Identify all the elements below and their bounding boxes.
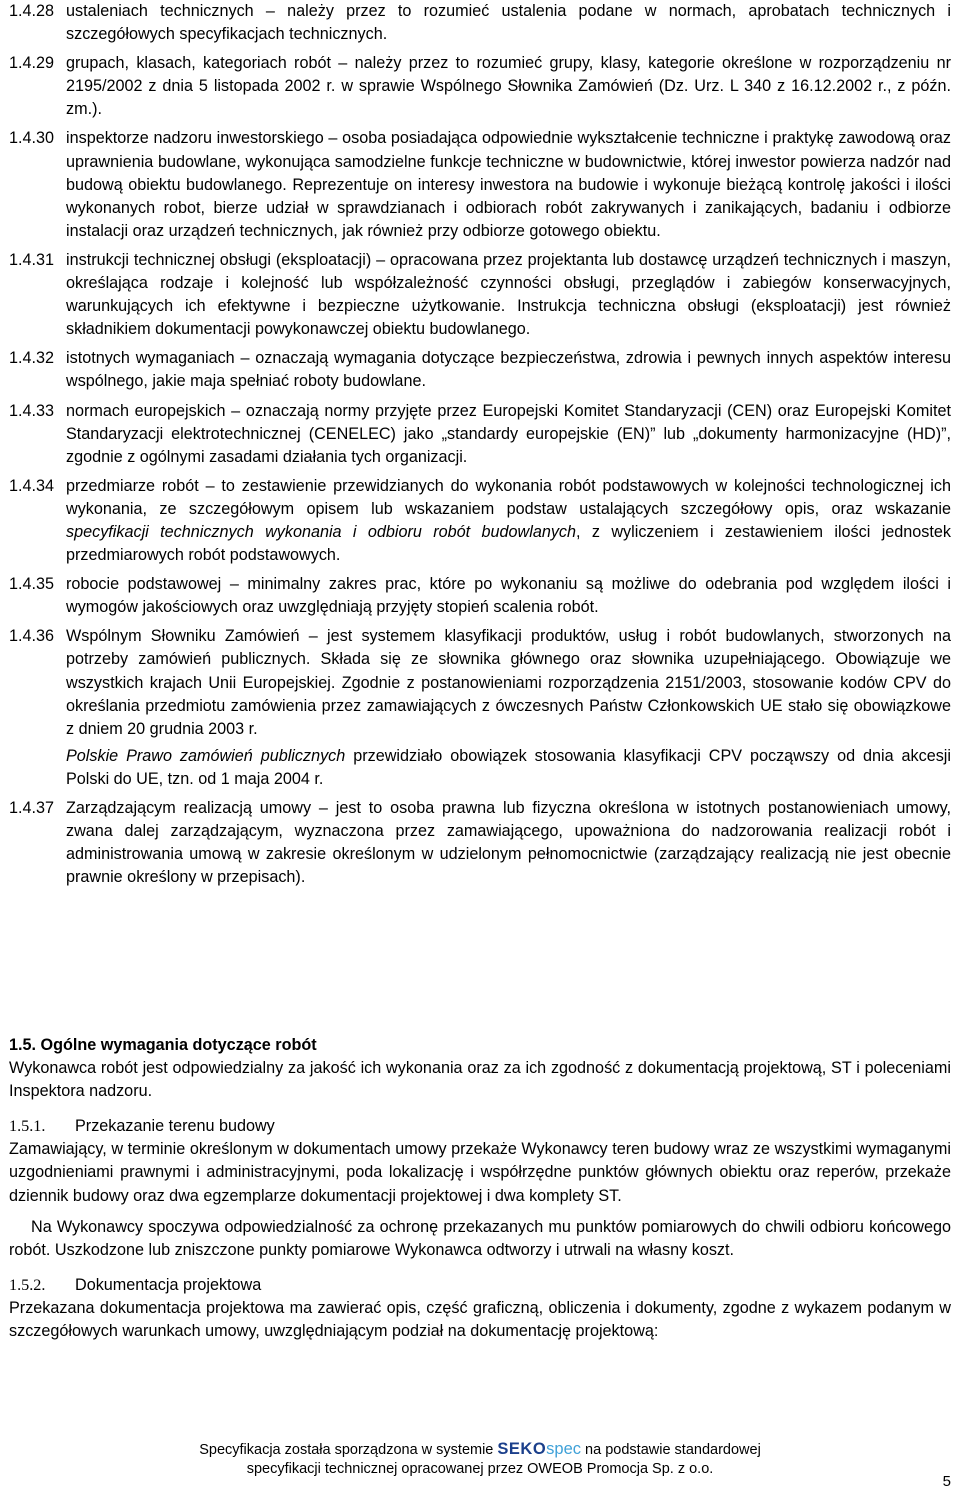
- definition-text: Wspólnym Słowniku Zamówień – jest systemem klasyfikacji produktów, usług i robót budowlanych, stworzonych na potrzeby zamówień publicznych. Składa się ze słownika głównego oraz słownika uzupełniającego. Obowiązuje we wszystkich krajach Unii Europejskiej. Zgodnie z postanowieniami rozporządzenia 2151/2003, stosowanie kodów CPV do określania przedmiotu zamówienia przez zamawiających z ówczesnych Państw Członkowskich UE stało się obowiązkowe z dniem 20 grudnia 2003 r.: [66, 627, 951, 738]
- definition-item: [9, 400, 951, 469]
- definition-number: 1.4.37: [9, 799, 55, 817]
- definition-number: 1.4.35: [9, 575, 55, 594]
- definition-number: 1.4.31: [9, 250, 55, 269]
- footer-text: Specyfikacja została sporządzona w systemie: [199, 1442, 498, 1458]
- definition-text-part: przewidziało obowiązek stosowania klasyfikacji CPV począwszy od dnia akcesji Polski do UE, tzn. od 1 maja 2004 r.: [66, 746, 951, 788]
- definition-text: normach europejskich – oznaczają normy przyjęte przez Europejski Komitet Standaryzacji (CEN) oraz Europejski Komitet Standaryzacji elektrotechnicznej (CENELEC) jako „standardy europejskie (EN)” lub „dokumenty harmonizacyjne (HD)”, zgodnie z ogólnymi zasadami działania tych organizacji.: [66, 401, 951, 466]
- definition-item: [9, 475, 951, 567]
- definition-text: robocie podstawowej – minimalny zakres prac, które po wykonaniu są możliwe do odebrania pod względem ilości i wymogów jakościowych oraz uwzględniają przyjęty stopień scalenia robót.: [66, 575, 951, 617]
- footer-line-2: specyfikacji technicznej opracowanej przez OWEOB Promocja Sp. z o.o.: [246, 1461, 714, 1477]
- definition-text: Zarządzającym realizacją umowy – jest to osoba prawna lub fizyczna określona w istotnych postanowieniach umowy, zwana dalej zarządzającym, wyznaczona przez zamawiającego, upoważniona do nadzorowania realizacji robót i administrowania umową w zakresie określonym w udzielonym pełnomocnictwie (zarządzający realizacją nie jest obecnie prawnie określony w przepisach).: [66, 799, 951, 887]
- footer-text: na podstawie standardowej: [581, 1442, 761, 1458]
- sekospec-logo-seko: SEKO: [497, 1440, 547, 1458]
- definition-text: istotnych wymaganiach – oznaczają wymagania dotyczące bezpieczeństwa, zdrowia i pewnych innych aspektów interesu wspólnego, jakie maja spełniać roboty budowlane.: [66, 349, 951, 391]
- definition-item: [9, 573, 951, 619]
- definition-number: 1.4.32: [9, 349, 55, 368]
- page-number: 5: [942, 1473, 951, 1490]
- definition-item: [9, 249, 951, 341]
- section-1-5: [9, 1034, 951, 1343]
- section-heading: 1.5. Ogólne wymagania dotyczące robót: [9, 1036, 317, 1054]
- definition-item: [9, 52, 951, 121]
- definition-text-italic: Polskie Prawo zamówień publicznych: [66, 746, 346, 765]
- definition-text: [66, 475, 951, 567]
- definition-item: [9, 127, 951, 242]
- subsection-heading: [9, 1115, 951, 1138]
- section-intro: Wykonawca robót jest odpowiedzialny za jakość ich wykonania oraz za ich zgodność z dokumentacją projektową, ST i poleceniami Inspektora nadzoru.: [9, 1059, 951, 1101]
- subsection-title: Dokumentacja projektowa: [75, 1275, 262, 1294]
- definition-text: ustaleniach technicznych – należy przez to rozumieć ustalenia podane w normach, aprobatach technicznych i szczegółowych specyfikacjach technicznych.: [66, 2, 951, 44]
- page-footer: [0, 1440, 960, 1479]
- definition-number: 1.4.28: [9, 2, 55, 20]
- definition-number: 1.4.29: [9, 54, 55, 73]
- definition-item: [9, 625, 951, 791]
- definitions-list: [9, 0, 951, 889]
- definition-text-italic: specyfikacji technicznych wykonania i odbioru robót budowlanych: [66, 522, 577, 541]
- subsection-title: Przekazanie terenu budowy: [75, 1117, 275, 1136]
- definition-text-part: , z wyliczeniem i zestawieniem ilości jednostek przedmiarowych robót podstawowych.: [66, 522, 951, 565]
- paragraph: Na Wykonawcy spoczywa odpowiedzialność za ochronę przekazanych mu punktów pomiarowych do chwili odbioru końcowego robót. Uszkodzone lub zniszczone punkty pomiarowe Wykonawca odtworzy i utrwali na własny koszt.: [9, 1217, 951, 1259]
- definition-number: 1.4.36: [9, 627, 55, 646]
- paragraph: Przekazana dokumentacja projektowa ma zawierać opis, część graficzną, obliczenia i dokumenty, zgodne z wykazem podanym w szczegółowych warunkach umowy, uwzględniającym podział na dokumentację projektową:: [9, 1298, 951, 1341]
- definition-item: [9, 0, 951, 46]
- definition-text: instrukcji technicznej obsługi (eksploatacji) – opracowana przez projektanta lub dostawcę urządzeń technicznych i maszyn, określająca rodzaje i kolejność lub współzależność czynności obsługi, przeglądów i zabiegów konserwacyjnych, warunkujących ich efektywne i bezpieczne użytkowanie. Instrukcja techniczna obsługi (eksploatacji) jest również składnikiem dokumentacji powykonawczej obiektu budowlanego.: [66, 250, 951, 339]
- definition-item: [9, 347, 951, 393]
- subsection-number: 1.5.2.: [9, 1275, 46, 1294]
- definition-item: [9, 797, 951, 889]
- sekospec-logo-spec: spec: [546, 1440, 582, 1458]
- subsection-number: 1.5.1.: [9, 1117, 46, 1136]
- definition-number: 1.4.30: [9, 129, 55, 148]
- definition-text: grupach, klasach, kategoriach robót – należy przez to rozumieć grupy, klasy, kategorie określone w rozporządzeniu nr 2195/2002 z dnia 5 listopada 2002 r. w sprawie Wspólnego Słownika Zamówień (Dz. Urz. L 340 z 16.12.2002 r., z późn. zm.).: [66, 54, 951, 119]
- definition-second-paragraph: [66, 745, 951, 791]
- definition-text-part: przedmiarze robót – to zestawienie przewidzianych do wykonania robót podstawowych w kolejności technologicznej ich wykonania, ze szczegółowym opisem lub wskazaniem podstaw ustalających szczegółowy opis, oraz wskazanie: [66, 476, 951, 518]
- subsection-heading: [9, 1274, 951, 1297]
- paragraph: Zamawiający, w terminie określonym w dokumentach umowy przekaże Wykonawcy teren budowy wraz ze wszystkimi wymaganymi uzgodnieniami prawnymi i administracyjnymi, poda lokalizację i współrzędne punktów głównych obiektu oraz reperów, przekaże dziennik budowy oraz dwa egzemplarze dokumentacji projektowej i dwa komplety ST.: [9, 1140, 951, 1205]
- definition-number: 1.4.34: [9, 476, 55, 495]
- footer-line-1: [0, 1440, 960, 1460]
- definition-text: inspektorze nadzoru inwestorskiego – osoba posiadająca odpowiednie wykształcenie techniczne i praktykę zawodową oraz uprawnienia budowlane, wykonująca samodzielne funkcje techniczne w budownictwie, której inwestor powierza nadzór nad budową obiektu budowlanego. Reprezentuje on interesy inwestora na budowie i wykonuje bieżącą kontrolę jakości i ilości wykonanych robot, bierze udział w sprawdzianach i odbiorach robót zakrywanych i zanikających, badaniu i odbiorze instalacji oraz urządzeń technicznych, jak również przy odbiorze gotowego obiektu.: [66, 129, 951, 240]
- definition-number: 1.4.33: [9, 401, 55, 420]
